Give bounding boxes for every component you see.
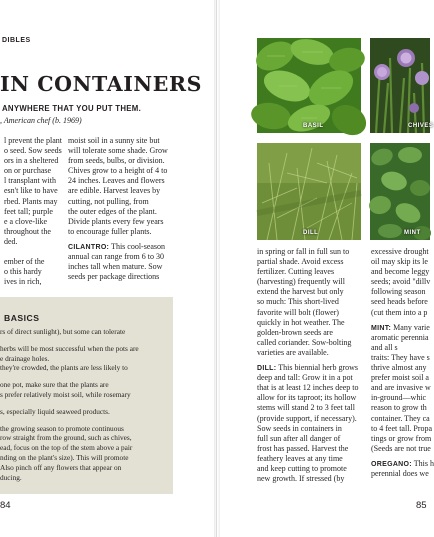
basics-line: nding on the plant's size). This will promote [0,452,129,462]
dill-label: DILL: [257,365,277,373]
text-line: are edible. Harvest leaves by [68,186,161,196]
text-line: will tolerate some shade. Grow [68,146,168,156]
text-line: o this hardy [4,267,42,277]
text-line: cutting, not pulling, from [68,196,149,206]
text-line: thrive almost any [371,363,427,373]
page-number-left: 84 [0,500,11,511]
text-line: perennial does we [371,468,429,478]
text-line: allow for its taproot; its hollow [257,393,357,403]
text-line: on or purchase [4,166,52,176]
epigraph-attribution: , American chef (b. 1969) [0,116,82,125]
basics-line: they're crowded, the plants are less likely to [0,363,128,373]
text-line: stems will stand 2 to 3 feet tall [257,403,355,413]
text-line: favorite will bolt (flower) [257,307,339,317]
text-line: and all s [371,342,398,352]
text-line: container. They ca [371,413,430,423]
text-line: ember of the [4,257,45,267]
text-line: traits: They have s [371,352,430,362]
text-span: This cool-season [109,241,166,251]
text-line: aromatic perennia [371,332,429,342]
dill-entry-line [257,363,362,373]
cilantro-label: CILANTRO: [68,243,110,251]
text-line: rbed. Plants may [4,196,58,206]
text-line: the outer edges of the plant. [68,206,157,216]
text-span: This h [411,458,434,468]
text-line: new growth. If stressed (by [257,474,345,484]
text-line: to 4 feet tall. Propa [371,423,433,433]
text-line: quickly in hot weather. The [257,317,345,327]
text-line: inches tall when mature. Sow [68,262,163,272]
text-line: ors in a sheltered [4,156,59,166]
basics-line: ead, focus on the top of the stem above a pair [0,443,133,453]
text-line: l prevent the plant [4,136,62,145]
text-line: in spring or fall in full sun to [257,247,350,256]
basics-line: s prefer relatively moist soil, while rosemary [0,389,131,399]
text-line: called coriander. Sow-bolting [257,337,352,347]
text-line: Chives grow to a height of 4 to [68,166,168,176]
epigraph-quote: ANYWHERE THAT YOU PUT THEM. [2,104,142,113]
text-line: frost has passed. Harvest the [257,443,349,453]
mint-photo [370,143,430,240]
mint-entry-line [371,323,431,333]
text-line: (harvesting) frequently will [257,277,345,287]
text-line: ives in rich, [4,277,42,287]
text-line: full sun after all danger of [257,433,341,443]
body-column-c [257,247,362,484]
text-line: seed heads before [371,297,428,307]
oregano-label: OREGANO: [371,460,412,468]
basics-line: rs of direct sunlight), but some can tolerate [0,327,126,336]
dill-photo-label: DILL [303,230,319,236]
text-line: (provide support, if necessary). [257,413,357,423]
text-line: deep and tall: Grow it in a pot [257,373,353,383]
text-line: esn't like to have [4,186,58,196]
text-line: seeds per package directions [68,272,160,282]
text-line: that is at least 12 inches deep to [257,383,359,393]
oregano-entry-line [371,458,434,469]
text-line: e a clove-like [4,216,48,226]
basics-line: e drainage holes. [0,353,50,363]
text-line: and are invasive w [371,383,431,393]
text-line: moist soil in a sunny site but [68,136,160,145]
text-line: feet tall; purple [4,206,53,216]
text-line: (cut them into a p [371,307,428,317]
text-line: throughout the [4,226,51,236]
page-title: IN CONTAINERS [0,72,203,96]
text-line: feathery leaves at any time [257,453,343,463]
text-line: excessive drought [371,247,429,256]
basics-line: ducing. [0,472,22,482]
mint-photo-label: MINT [404,230,421,236]
basil-photo [257,38,361,133]
text-line: tings or grow from [371,433,432,443]
text-line: (Seeds are not true [371,443,431,453]
cilantro-entry-line [68,242,188,252]
page-number-right: 85 [416,500,427,511]
text-line [4,247,60,257]
chives-photo [370,38,434,133]
text-line: reason to grow th [371,403,427,413]
text-line: varieties are available. [257,347,329,357]
basil-photo-label: BASIL [303,123,324,129]
text-line: following season [371,287,426,297]
text-span: Many varie [391,322,430,332]
gutter-divider [216,0,217,537]
text-line: partial shade. Avoid excess [257,257,344,267]
text-line: l transplant with [4,176,56,186]
basics-line: herbs will be most successful when the pots are [0,343,139,353]
mint-label: MINT: [371,324,392,332]
section-tag: DIBLES [2,37,31,44]
text-line: Divide plants every few years [68,216,164,226]
dill-photo [257,143,361,240]
text-line: prefer moist soil a [371,373,429,383]
text-line: and become leggy [371,267,430,277]
text-line: seeds; avoid "dillv [371,277,431,287]
text-line: fertilizer. Cutting leaves [257,267,335,277]
left-page [0,0,214,537]
right-page [220,0,434,537]
basics-line: Also pinch off any flowers that appear on [0,462,122,472]
text-line: oil may skip its le [371,257,428,267]
basics-body [0,327,173,482]
text-line: o seed. Sow seeds [4,146,62,156]
text-line: so much: This short-lived [257,297,339,307]
body-column-a [4,136,60,287]
text-line: 24 inches. Leaves and flowers [68,176,165,186]
chives-photo-label: CHIVES [408,123,434,129]
basics-line: the growing season to promote continuous [0,423,124,433]
text-line: annual can range from 6 to 30 [68,252,164,262]
basics-line: row straight from the ground, such as chives, [0,433,132,443]
basics-line: one pot, make sure that the plants are [0,380,109,390]
text-line: to encourage fuller plants. [68,226,152,236]
body-column-b [68,136,188,282]
basics-line: s, especially liquid seaweed products. [0,406,110,416]
text-line: in-ground—whic [371,393,427,403]
body-column-d [371,247,434,479]
text-line: extend the harvest but only [257,287,344,297]
text-line: from seeds, bulbs, or division. [68,156,165,166]
basics-title: BASICS [4,313,40,323]
basics-sidebar-box [0,297,173,494]
text-line: ded. [4,236,18,246]
text-line: Sow seeds in containers in [257,423,342,433]
text-line: golden-brown seeds are [257,327,333,337]
text-span: This biennial herb grows [276,363,359,373]
text-line: and keep cutting to promote [257,463,347,473]
